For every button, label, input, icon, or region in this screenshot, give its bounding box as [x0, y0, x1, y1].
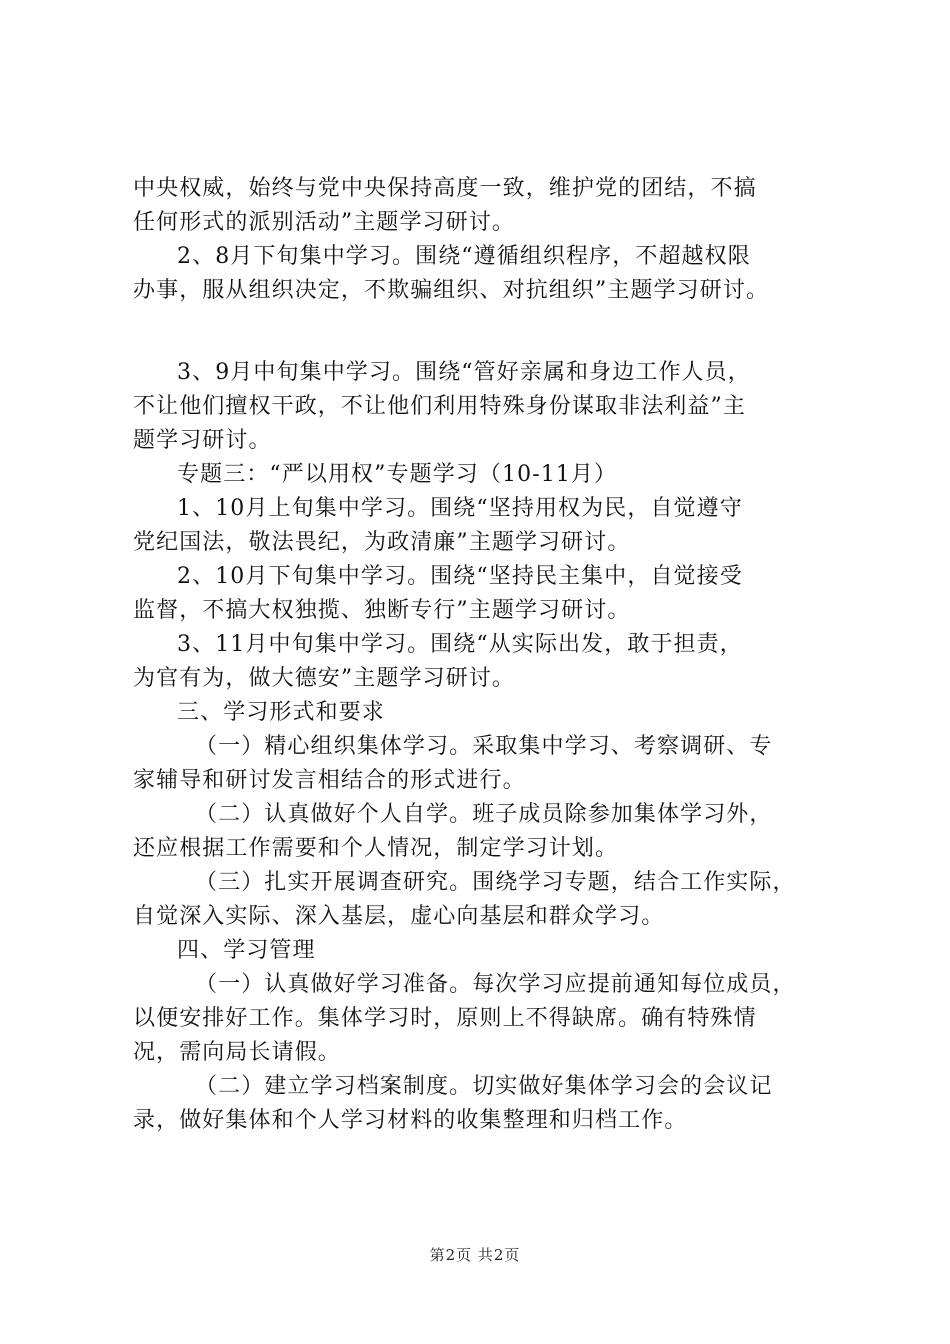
text-line: （三）扎实开展调查研究。围绕学习专题，结合工作实际， — [195, 870, 796, 895]
text-line: 党纪国法，敬法畏纪，为政清廉”主题学习研讨。 — [133, 530, 631, 555]
text-line: 录，做好集体和个人学习材料的收集整理和归档工作。 — [133, 1108, 688, 1133]
text-line: 3、11月中旬集中学习。围绕“从实际出发，敢于担责， — [177, 632, 743, 657]
text-line: 自觉深入实际、深入基层，虚心向基层和群众学习。 — [133, 904, 665, 929]
text-line: 2、10月下旬集中学习。围绕“坚持民主集中，自觉接受 — [177, 564, 743, 589]
text-line: （一）精心组织集体学习。采取集中学习、考察调研、专 — [195, 734, 773, 759]
text-line: 办事，服从组织决定，不欺骗组织、对抗组织”主题学习研讨。 — [133, 278, 770, 303]
text-line: 1、10月上旬集中学习。围绕“坚持用权为民，自觉遵守 — [177, 496, 743, 521]
text-line: （一）认真做好学习准备。每次学习应提前通知每位成员， — [195, 972, 796, 997]
page-number-footer: 第2页 共2页 — [429, 1246, 521, 1264]
section-heading: 专题三：“严以用权”专题学习（10-11月） — [177, 462, 618, 487]
text-line: 为官有为，做大德安”主题学习研讨。 — [133, 666, 515, 691]
text-line: 以便安排好工作。集体学习时，原则上不得缺席。确有特殊情 — [133, 1006, 757, 1031]
text-line: （二）建立学习档案制度。切实做好集体学习会的会议记 — [195, 1074, 773, 1099]
text-line: 还应根据工作需要和个人情况，制定学习计划。 — [133, 836, 619, 861]
text-line: 中央权威，始终与党中央保持高度一致，维护党的团结，不搞 — [133, 176, 757, 201]
text-line: （二）认真做好个人自学。班子成员除参加集体学习外， — [195, 802, 773, 827]
text-line: 任何形式的派别活动”主题学习研讨。 — [133, 210, 515, 235]
document-body — [133, 172, 833, 1138]
section-heading: 四、学习管理 — [177, 938, 316, 963]
text-line: 不让他们擅权干政，不让他们利用特殊身份谋取非法利益”主 — [133, 394, 746, 419]
section-heading: 三、学习形式和要求 — [177, 700, 385, 725]
text-line: 家辅导和研讨发言相结合的形式进行。 — [133, 768, 526, 793]
text-line: 2、8月下旬集中学习。围绕“遵循组织程序，不超越权限 — [177, 244, 751, 269]
text-line: 3、9月中旬集中学习。围绕“管好亲属和身边工作人员， — [177, 360, 751, 385]
text-line: 况，需向局长请假。 — [133, 1040, 341, 1065]
text-line: 监督，不搞大权独揽、独断专行”主题学习研讨。 — [133, 598, 631, 623]
paragraph-gap — [133, 308, 833, 356]
text-line: 题学习研讨。 — [133, 428, 272, 453]
